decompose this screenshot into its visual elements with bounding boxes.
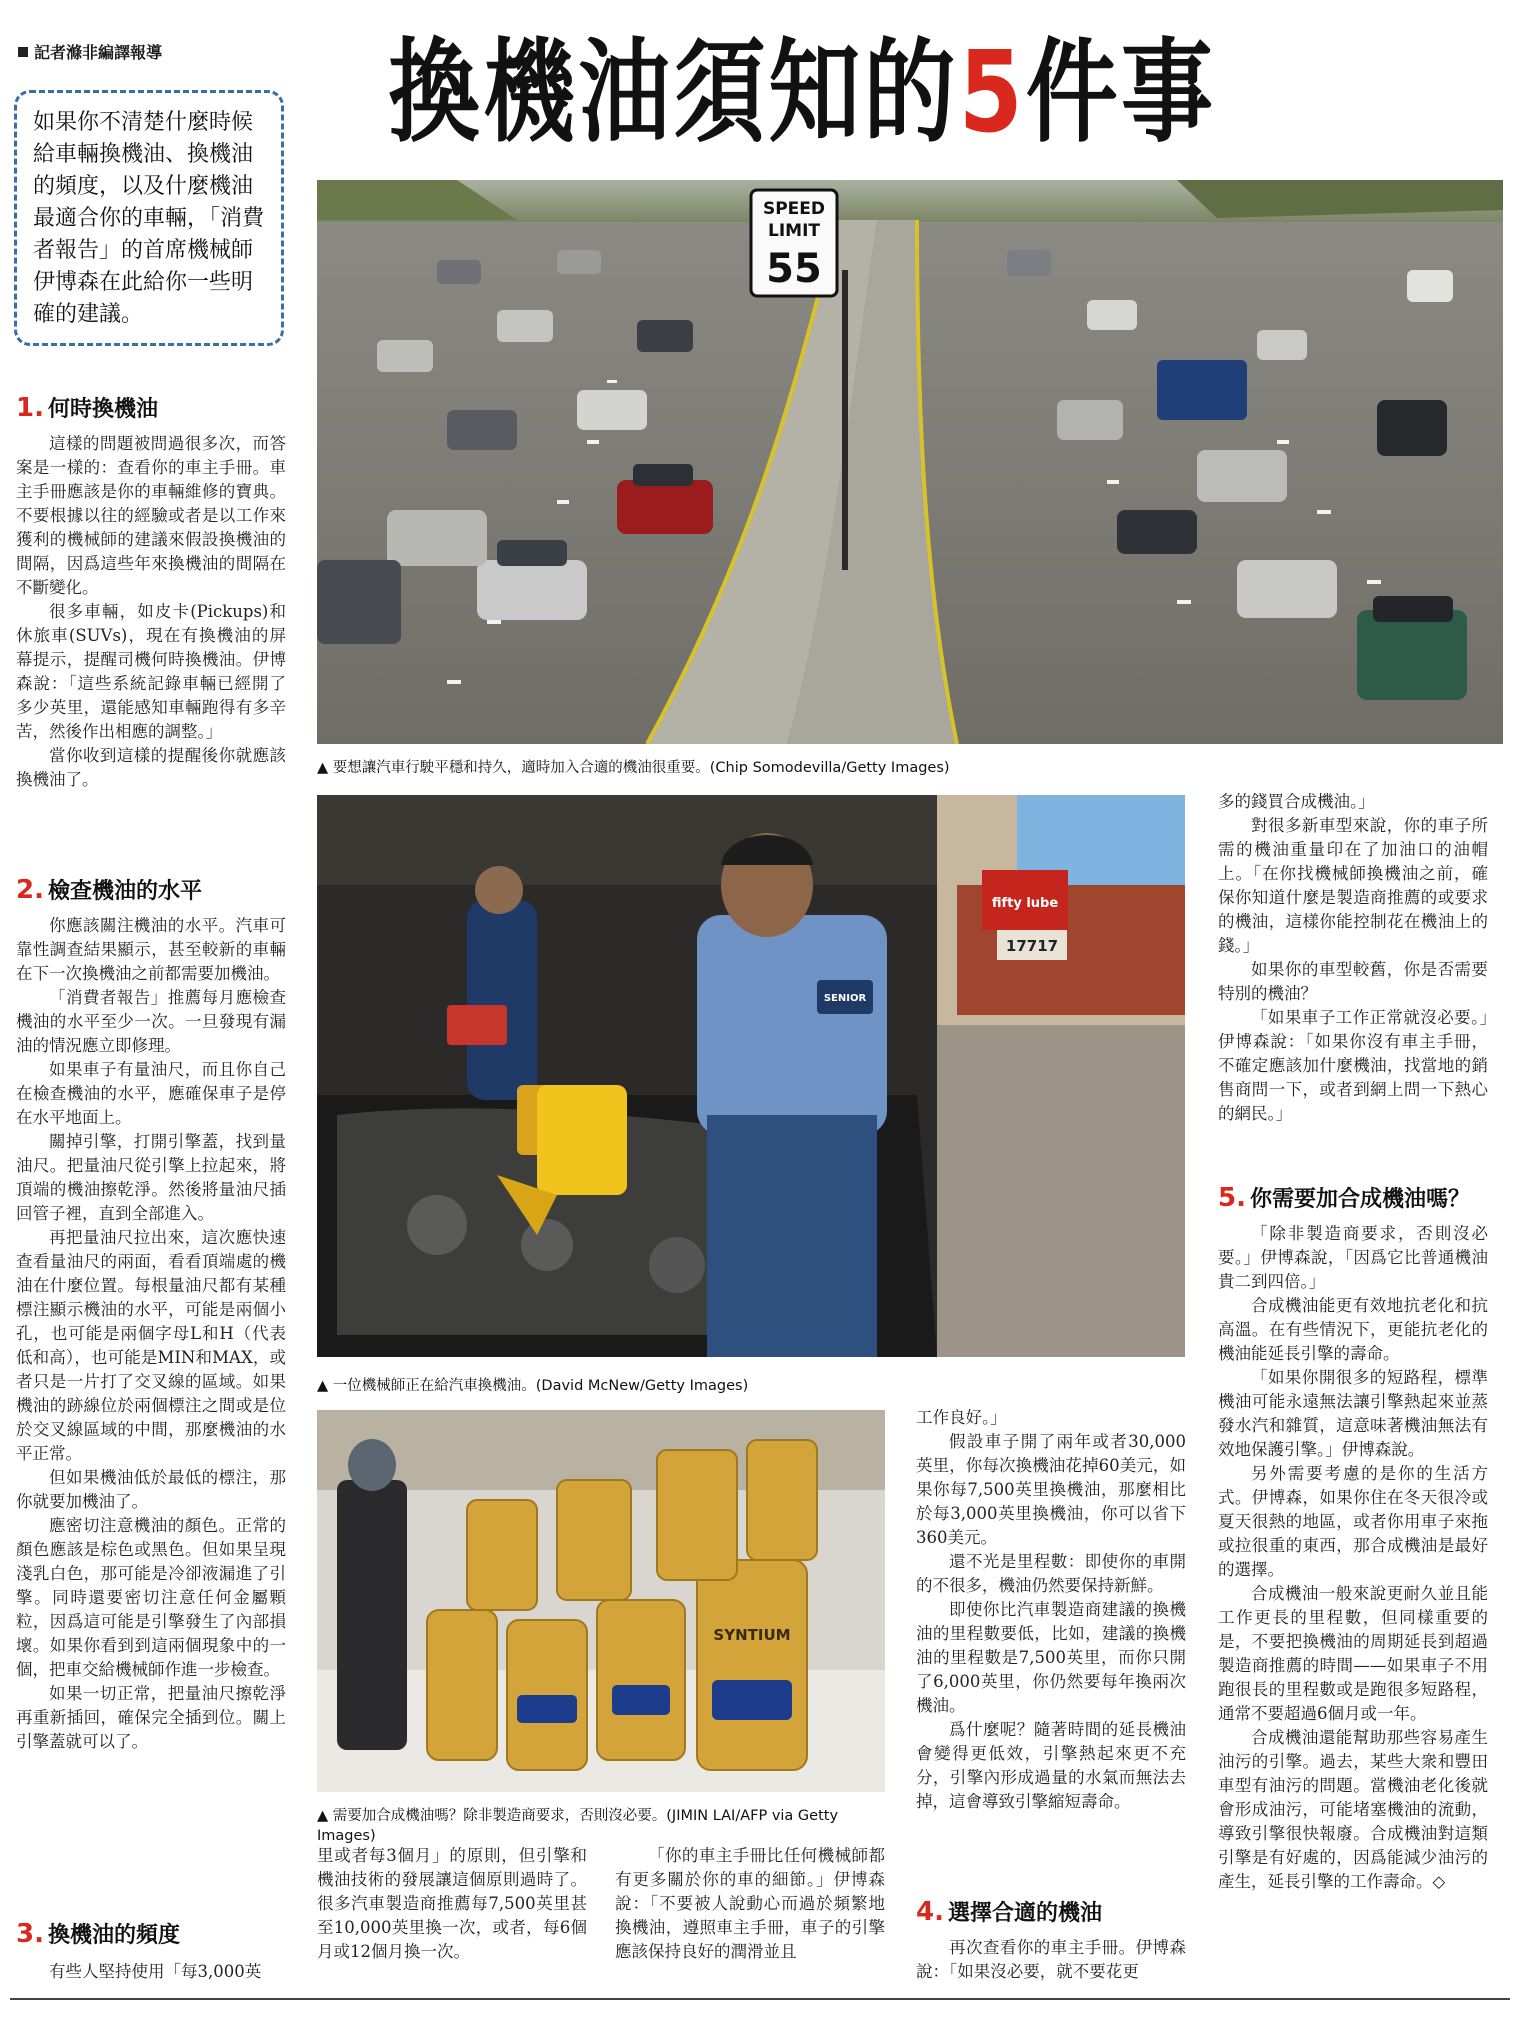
store-sign-text: fifty lube	[991, 896, 1059, 911]
section-3-body-col4	[916, 1406, 1186, 1814]
s4-para: 「如果車子工作正常就沒必要。」伊博森說：「如果你沒有車主手冊，不確定應該加什麼機油，找當地的銷售商問一下，或者到網上問一下熱心的網民。」	[1218, 1008, 1488, 1123]
section-1-body	[16, 432, 286, 792]
section-5-title: 你需要加合成機油嗎？	[1249, 1187, 1470, 1212]
section-5-heading	[1218, 1182, 1470, 1213]
section-5-number: 5.	[1218, 1183, 1246, 1213]
s3-para: 有些人堅持使用「每3,000英	[49, 1962, 262, 1981]
section-1-number: 1.	[16, 393, 44, 423]
sign-line-3: 55	[766, 246, 822, 292]
s3-para: 工作良好。」	[916, 1408, 1007, 1427]
section-4-title: 選擇合適的機油	[947, 1901, 1102, 1926]
mechanic-photo	[317, 795, 1185, 1357]
byline-text: 記者滌非編譯報導	[34, 43, 163, 62]
s1-para: 很多車輛，如皮卡(Pickups)和休旅車(SUVs)，現在有換機油的屏幕提示，提醒司機何時換機油。伊博森說：「這些系統記錄車輛已經開了多少英里，還能感知車輛跑得有多辛苦，然後作出相應的調整。」	[16, 602, 286, 741]
intro-text: 如果你不清楚什麼時候給車輛換機油、換機油的頻度，以及什麼機油最適合你的車輛，「消費者報告」的首席機械師伊博森在此給你一些明確的建議。	[33, 110, 265, 327]
headline	[388, 18, 1306, 168]
mechanic-caption-text: ▲ 一位機械師正在給汽車換機油。(David McNew/Getty Images)	[317, 1378, 749, 1394]
s2-para: 如果車子有量油尺，而且你自己在檢查機油的水平，應確保車子是停在水平地面上。	[16, 1060, 286, 1127]
s3-para: 爲什麼呢？隨著時間的延長機油會變得更低效，引擎熱起來更不充分，引擎內形成過量的水氣而無法去掉，這會導致引擎縮短壽命。	[916, 1720, 1186, 1811]
section-3-body-col3	[615, 1844, 885, 1964]
s3-para: 假設車子開了兩年或者30,000英里，你每次換機油花掉60美元，如果你每7,500英里換機油，那麼相比於每3,000英里換機油，你可以省下360美元。	[916, 1432, 1186, 1547]
intro-box	[14, 90, 284, 346]
s5-para: 合成機油還能幫助那些容易產生油污的引擎。過去，某些大衆和豐田車型有油污的問題。當機油老化後就會形成油污，可能堵塞機油的流動，導致引擎很快報廢。合成機油對這類引擎是有好處的，因爲能減少油污的產生，延長引擎的工作壽命。◇	[1218, 1728, 1488, 1891]
sign-line-2: LIMIT	[768, 221, 820, 241]
section-2-heading	[16, 874, 202, 905]
oil-illustration	[317, 1410, 885, 1792]
s2-para: 應密切注意機油的顏色。正常的顏色應該是棕色或黑色。但如果呈現淺乳白色，那可能是冷卻液漏進了引擎。同時還要密切注意任何金屬顆粒，因爲這可能是引擎發生了內部損壞。如果你看到到這兩個現象中的一個，把車交給機械師作進一步檢查。	[16, 1516, 286, 1679]
oil-caption	[317, 1806, 897, 1846]
section-3-number: 3.	[16, 1919, 44, 1949]
s1-para: 這樣的問題被問過很多次，而答案是一樣的：查看你的車主手冊。車主手冊應該是你的車輛維修的寶典。不要根據以往的經驗或者是以工作來獲利的機械師的建議來假設換機油的間隔，因爲這些年來換機油的間隔在不斷變化。	[16, 434, 286, 597]
headline-number: 5	[958, 28, 1026, 158]
s2-para: 「消費者報告」推薦每月應檢查機油的水平至少一次。一旦發現有漏油的情況應立即修理。	[16, 988, 286, 1055]
uniform-badge: SENIOR	[823, 993, 867, 1004]
section-2-title: 檢查機油的水平	[47, 879, 202, 904]
s4-para: 如果你的車型較舊，你是否需要特別的機油？	[1218, 960, 1488, 1003]
headline-post: 件事	[1025, 28, 1217, 158]
s1-para: 當你收到這樣的提醒後你就應該換機油了。	[16, 746, 286, 789]
s2-para: 關掉引擎，打開引擎蓋，找到量油尺。把量油尺從引擎上拉起來，將頂端的機油擦乾淨。然後將量油尺插回管子裡，直到全部進入。	[16, 1132, 286, 1223]
section-1-title: 何時換機油	[47, 397, 158, 422]
section-4-body-col1	[916, 1936, 1186, 1984]
s3-para: 「你的車主手冊比任何機械師都有更多關於你的車的細節。」伊博森說：「不要被人說動心而過於頻繁地換機油，遵照車主手冊，車子的引擎應該保持良好的潤滑並且	[615, 1846, 885, 1961]
bottom-rule	[10, 1998, 1510, 2000]
s5-para: 「如果你開很多的短路程，標準機油可能永遠無法讓引擎熱起來並蒸發水汽和雜質，這意味著機油無法有效地保護引擎。」伊博森說。	[1218, 1368, 1488, 1459]
section-4-heading	[916, 1896, 1102, 1927]
highway-caption	[317, 758, 1317, 778]
section-3-body-col2	[317, 1844, 587, 1964]
highway-illustration	[317, 180, 1503, 744]
section-3-title: 換機油的頻度	[47, 1923, 180, 1948]
s5-para: 合成機油一般來說更耐久並且能工作更長的里程數，但同樣重要的是，不要把換機油的周期延長到超過製造商推薦的時間——如果車子不用跑很長的里程數或是跑很多短路程，通常不要超過6個月或一年。	[1218, 1584, 1488, 1723]
s2-para: 你應該關注機油的水平。汽車可靠性調查結果顯示，甚至較新的車輛在下一次換機油之前都需要加機油。	[16, 916, 286, 983]
s5-para: 另外需要考慮的是你的生活方式。伊博森，如果你住在冬天很冷或夏天很熱的地區，或者你用車子來拖或拉很重的東西，那合成機油是最好的選擇。	[1218, 1464, 1488, 1579]
oil-caption-text: ▲ 需要加合成機油嗎？除非製造商要求，否則沒必要。(JIMIN LAI/AFP via Getty Images)	[317, 1808, 839, 1844]
s5-para: 合成機油能更有效地抗老化和抗高溫。在有些情況下，更能抗老化的機油能延長引擎的壽命。	[1218, 1296, 1488, 1363]
section-3-body-col1	[16, 1960, 286, 1984]
store-number: 17717	[1005, 937, 1059, 955]
section-2-body	[16, 914, 286, 1754]
section-4-number: 4.	[916, 1897, 944, 1927]
section-3-heading	[16, 1918, 180, 1949]
byline	[18, 40, 162, 63]
s3-para: 里或者每3個月」的原則，但引擎和機油技術的發展讓這個原則過時了。很多汽車製造商推薦每7,500英里甚至10,000英里換一次，或者，每6個月或12個月換一次。	[317, 1846, 587, 1961]
section-1-heading	[16, 392, 158, 423]
s2-para: 如果一切正常，把量油尺擦乾淨再重新插回，確保完全插到位。關上引擎蓋就可以了。	[16, 1684, 286, 1751]
s3-para: 即使你比汽車製造商建議的換機油的里程數要低，比如，建議的換機油的里程數是7,500英里，而你只開了6,000英里，你仍然要每年換兩次機油。	[916, 1600, 1186, 1715]
section-5-body	[1218, 1222, 1488, 1894]
headline-pre: 換機油須知的	[388, 28, 959, 158]
mechanic-illustration	[317, 795, 1185, 1357]
s3-para: 還不光是里程數：即使你的車開的不很多，機油仍然要保持新鮮。	[916, 1552, 1186, 1595]
highway-photo	[317, 180, 1503, 744]
section-2-number: 2.	[16, 875, 44, 905]
s5-para: 「除非製造商要求，否則沒必要。」伊博森說，「因爲它比普通機油貴二到四倍。」	[1218, 1224, 1488, 1291]
section-4-body-col2	[1218, 790, 1488, 1126]
oil-product-label: SYNTIUM	[713, 1626, 791, 1644]
s2-para: 但如果機油低於最低的標注，那你就要加機油了。	[16, 1468, 286, 1511]
mechanic-caption	[317, 1376, 1017, 1396]
s2-para: 再把量油尺拉出來，這次應快速查看量油尺的兩面，看看頂端處的機油在什麼位置。每根量油尺都有某種標注顯示機油的水平，可能是兩個小孔，也可能是兩個字母L和H（代表低和高），也可能是MIN和MAX，或者只是一片打了交叉線的區域。如果機油的跡線位於兩個標注之間或是位於交叉線區域的中間，那麼機油的水平正常。	[16, 1228, 286, 1463]
s4-para: 多的錢買合成機油。」	[1218, 792, 1375, 811]
s4-para: 對很多新車型來說，你的車子所需的機油重量印在了加油口的油帽上。「在你找機械師換機油之前，確保你知道什麼是製造商推薦的或要求的機油，這樣你能控制花在機油上的錢。」	[1218, 816, 1488, 955]
sign-line-1: SPEED	[762, 199, 826, 219]
highway-caption-text: ▲ 要想讓汽車行駛平穩和持久，適時加入合適的機油很重要。(Chip Somodevilla/Getty Images)	[317, 760, 950, 776]
s4-para: 再次查看你的車主手冊。伊博森說：「如果沒必要，就不要花更	[916, 1938, 1186, 1981]
oil-photo	[317, 1410, 885, 1792]
